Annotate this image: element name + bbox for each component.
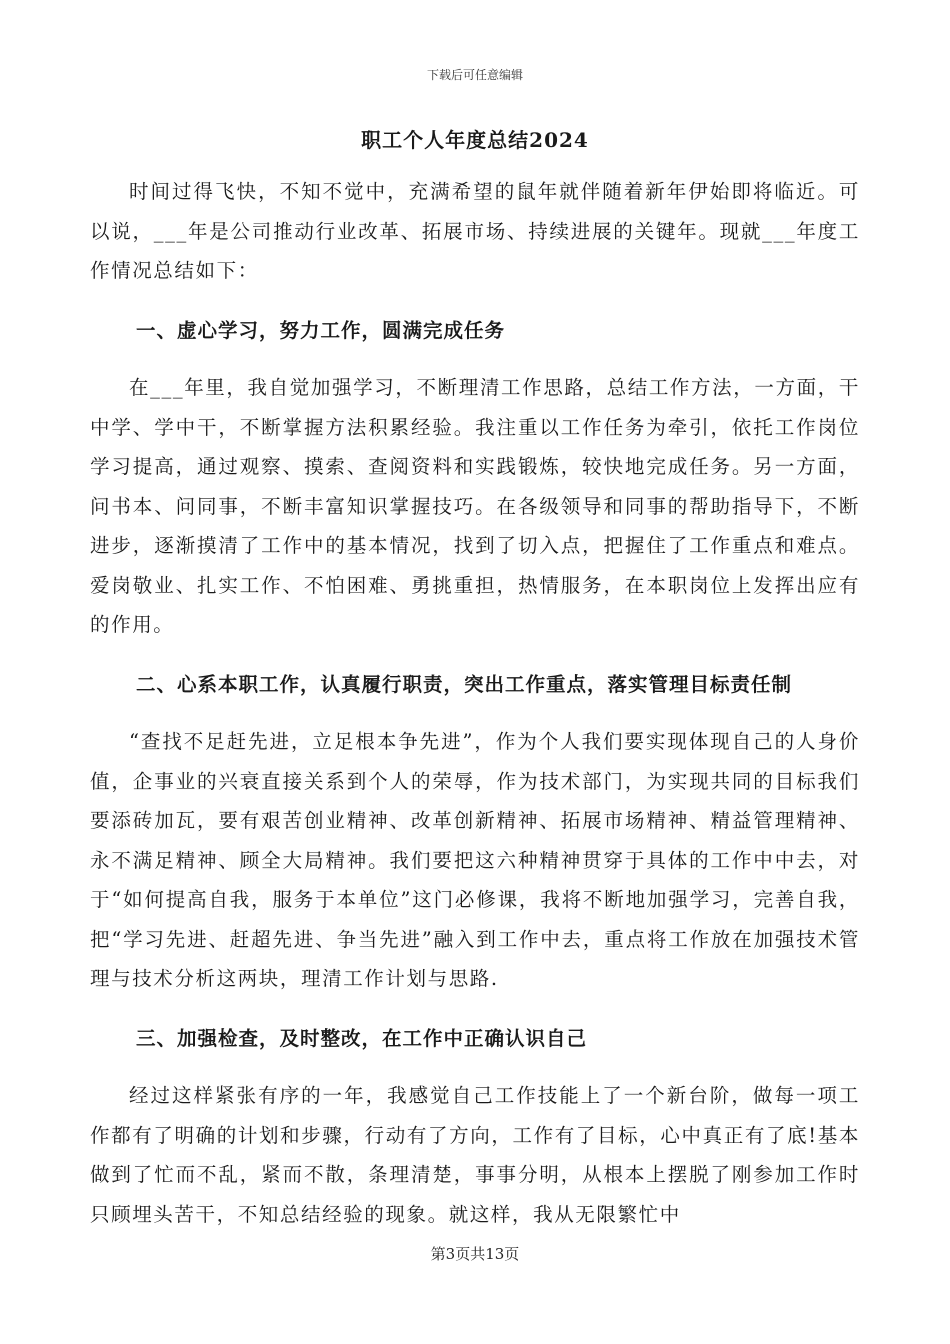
- header-note: 下载后可任意编辑: [426, 68, 523, 82]
- page-number-footer: 第3页共13页: [430, 1245, 520, 1263]
- document-title: 职工个人年度总结2024: [361, 128, 589, 152]
- document-body: [90, 172, 860, 1234]
- section-3-heading: 三、加强检查，及时整改，在工作中正确认识自己: [136, 1026, 588, 1050]
- section-2-body: “查找不足赶先进，立足根本争先进”，作为个人我们要实现体现自己的人身价值，企事业的兴衰直接关系到个人的荣辱，作为技术部门，为实现共同的目标我们要添砖加瓦，要有艰苦创业精神、改革创新精神、拓展市场精神、精益管理精神、永不满足精神、顾全大局精神。我们要把这六种精神贯穿于具体的工作中中去，对于“如何提高自我，服务于本单位”这门必修课，我将不断地加强学习，完善自我，把“学习先进、赶超先进、争当先进”融入到工作中去，重点将工作放在加强技术管理与技术分析这两块，理清工作计划与思路.: [90, 730, 860, 990]
- section-1-body: 在___年里，我自觉加强学习，不断理清工作思路，总结工作方法，一方面，干中学、学中干，不断掌握方法积累经验。我注重以工作任务为牵引，依托工作岗位学习提高，通过观察、摸索、查阅资料和实践锻炼，较快地完成任务。另一方面，问书本、问同事，不断丰富知识掌握技巧。在各级领导和同事的帮助指导下，不断进步，逐渐摸清了工作中的基本情况，找到了切入点，把握住了工作重点和难点。爱岗敬业、扎实工作、不怕困难、勇挑重担，热情服务，在本职岗位上发挥出应有的作用。: [90, 376, 860, 636]
- intro-paragraph: 时间过得飞快，不知不觉中，充满希望的鼠年就伴随着新年伊始即将临近。可以说，___年是公司推动行业改革、拓展市场、持续进展的关键年。现就___年度工作情况总结如下：: [90, 180, 860, 282]
- section-3-body: 经过这样紧张有序的一年，我感觉自己工作技能上了一个新台阶，做每一项工作都有了明确的计划和步骤，行动有了方向，工作有了目标，心中真正有了底!基本做到了忙而不乱，紧而不散，条理清楚，事事分明，从根本上摆脱了刚参加工作时只顾埋头苦干，不知总结经验的现象。就这样，我从无限繁忙中: [90, 1084, 860, 1226]
- section-2-heading: 二、心系本职工作，认真履行职责，突出工作重点，落实管理目标责任制: [136, 672, 793, 696]
- section-1-heading: 一、虚心学习，努力工作，圆满完成任务: [136, 318, 506, 342]
